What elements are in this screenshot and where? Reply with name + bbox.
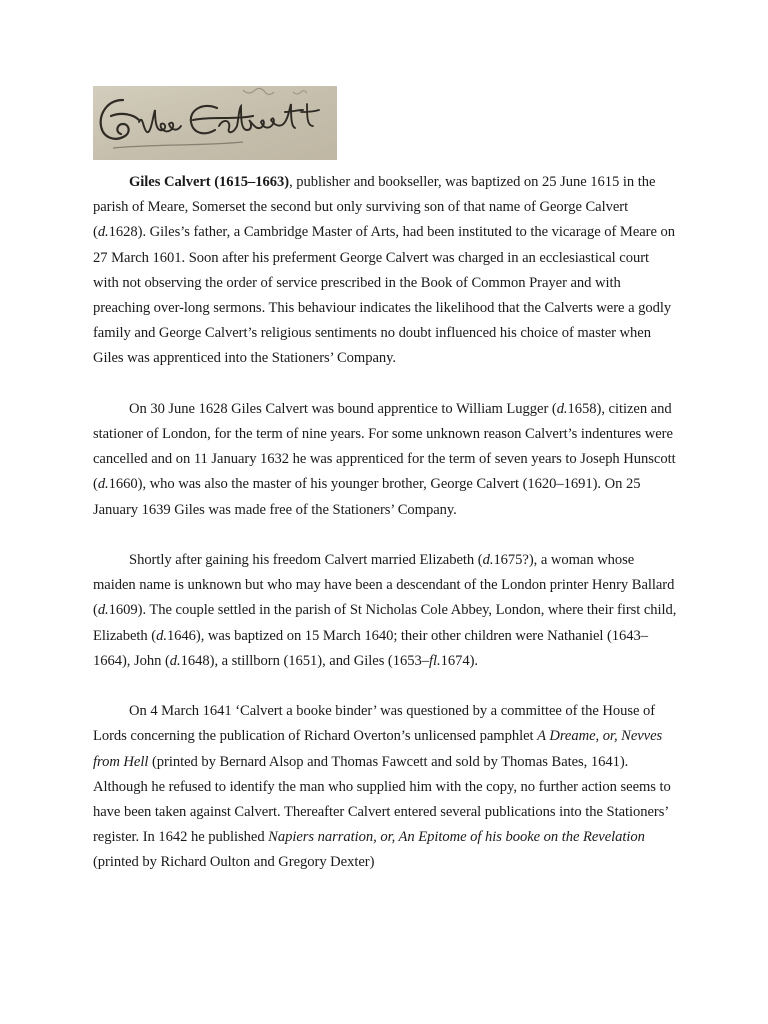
paragraph-1: [93, 170, 678, 372]
paragraph-1-text: 1628). Giles’s father, a Cambridge Master of Arts, had been instituted to the vicarage of Meare on 27 March 1601. Soon after his preferment George Calvert was charged in an ecclesiastical court with not observing the order of service prescribed in the Book of Common Prayer and with preaching over-long sermons. This behaviour indicates the likelihood that the Calverts were a godly family and George Calvert’s religious sentiments no doubt influenced his choice of master when Giles was apprenticed into the Stationers’ Company.: [93, 224, 676, 367]
paragraph-4-text: On 4 March 1641 ‘Calvert a booke binder’ was questioned by a committee of the House of Lords concerning the publication of Richard Overton’s unlicensed pamphlet: [93, 703, 656, 745]
pamphlet-title: A Dreame, or, Nevves from Hell: [93, 728, 663, 770]
died-abbrev: d.: [169, 652, 181, 669]
died-abbrev: d.: [97, 602, 109, 619]
died-abbrev: d.: [482, 552, 494, 569]
signature-image: [93, 86, 337, 160]
died-abbrev: d.: [556, 400, 568, 417]
died-abbrev: d.: [156, 627, 167, 644]
paragraph-3-text: 1609). The couple settled in the parish of St Nicholas Cole Abbey, London, where their first child, Elizabeth (: [93, 602, 677, 644]
paragraph-1-text: , publisher and bookseller, was baptized on 25 June 1615 in the parish of Meare, Somerset the second but only surviving son of that name of George Calvert (: [93, 174, 656, 241]
paragraph-3-text: 1648), a stillborn (1651), and Giles (1653–: [180, 652, 429, 669]
paragraph-2: [93, 397, 678, 523]
paragraph-4-text: (printed by Bernard Alsop and Thomas Fawcett and sold by Thomas Bates, 1641). Although he refused to identify the man who supplied him with the copy, no further action seems to have been taken against Calvert. Thereafter Calvert entered several publications into the Stationers’ register. In 1642 he published: [93, 753, 671, 846]
signature-handwriting: [93, 86, 337, 160]
flourished-abbrev: fl.: [428, 652, 441, 669]
paragraph-3-text: 1646), was baptized on 15 March 1640; their other children were Nathaniel (1643–1664), John (: [93, 627, 649, 669]
paragraph-3-text: 1675?), a woman whose maiden name is unknown but who may have been a descendant of the London printer Henry Ballard (: [93, 552, 675, 619]
paragraph-2-text: On 30 June 1628 Giles Calvert was bound apprentice to William Lugger (: [129, 400, 557, 417]
paragraph-4-text: (printed by Richard Oulton and Gregory Dexter): [93, 854, 375, 871]
paragraph-2-text: 1660), who was also the master of his younger brother, George Calvert (1620–1691). On 25 January 1639 Giles was made free of the Stationers’ Company.: [93, 476, 641, 518]
body-text: [93, 170, 678, 876]
paragraph-3-text: Shortly after gaining his freedom Calvert married Elizabeth (: [129, 552, 483, 569]
died-abbrev: d.: [97, 476, 109, 493]
book-title: Napiers narration, or, An Epitome of his booke on the Revelation: [268, 829, 645, 846]
paragraph-2-text: 1658), citizen and stationer of London, for the term of nine years. For some unknown reason Calvert’s indentures were cancelled and on 11 January 1632 he was apprenticed for the term of seven years to Joseph Hunscott (: [93, 400, 676, 493]
died-abbrev: d.: [97, 224, 109, 241]
paragraph-3: [93, 548, 678, 674]
paragraph-4: [93, 699, 678, 875]
subject-name: Giles Calvert (1615–1663): [129, 174, 290, 190]
paragraph-3-text: 1674).: [440, 652, 478, 669]
